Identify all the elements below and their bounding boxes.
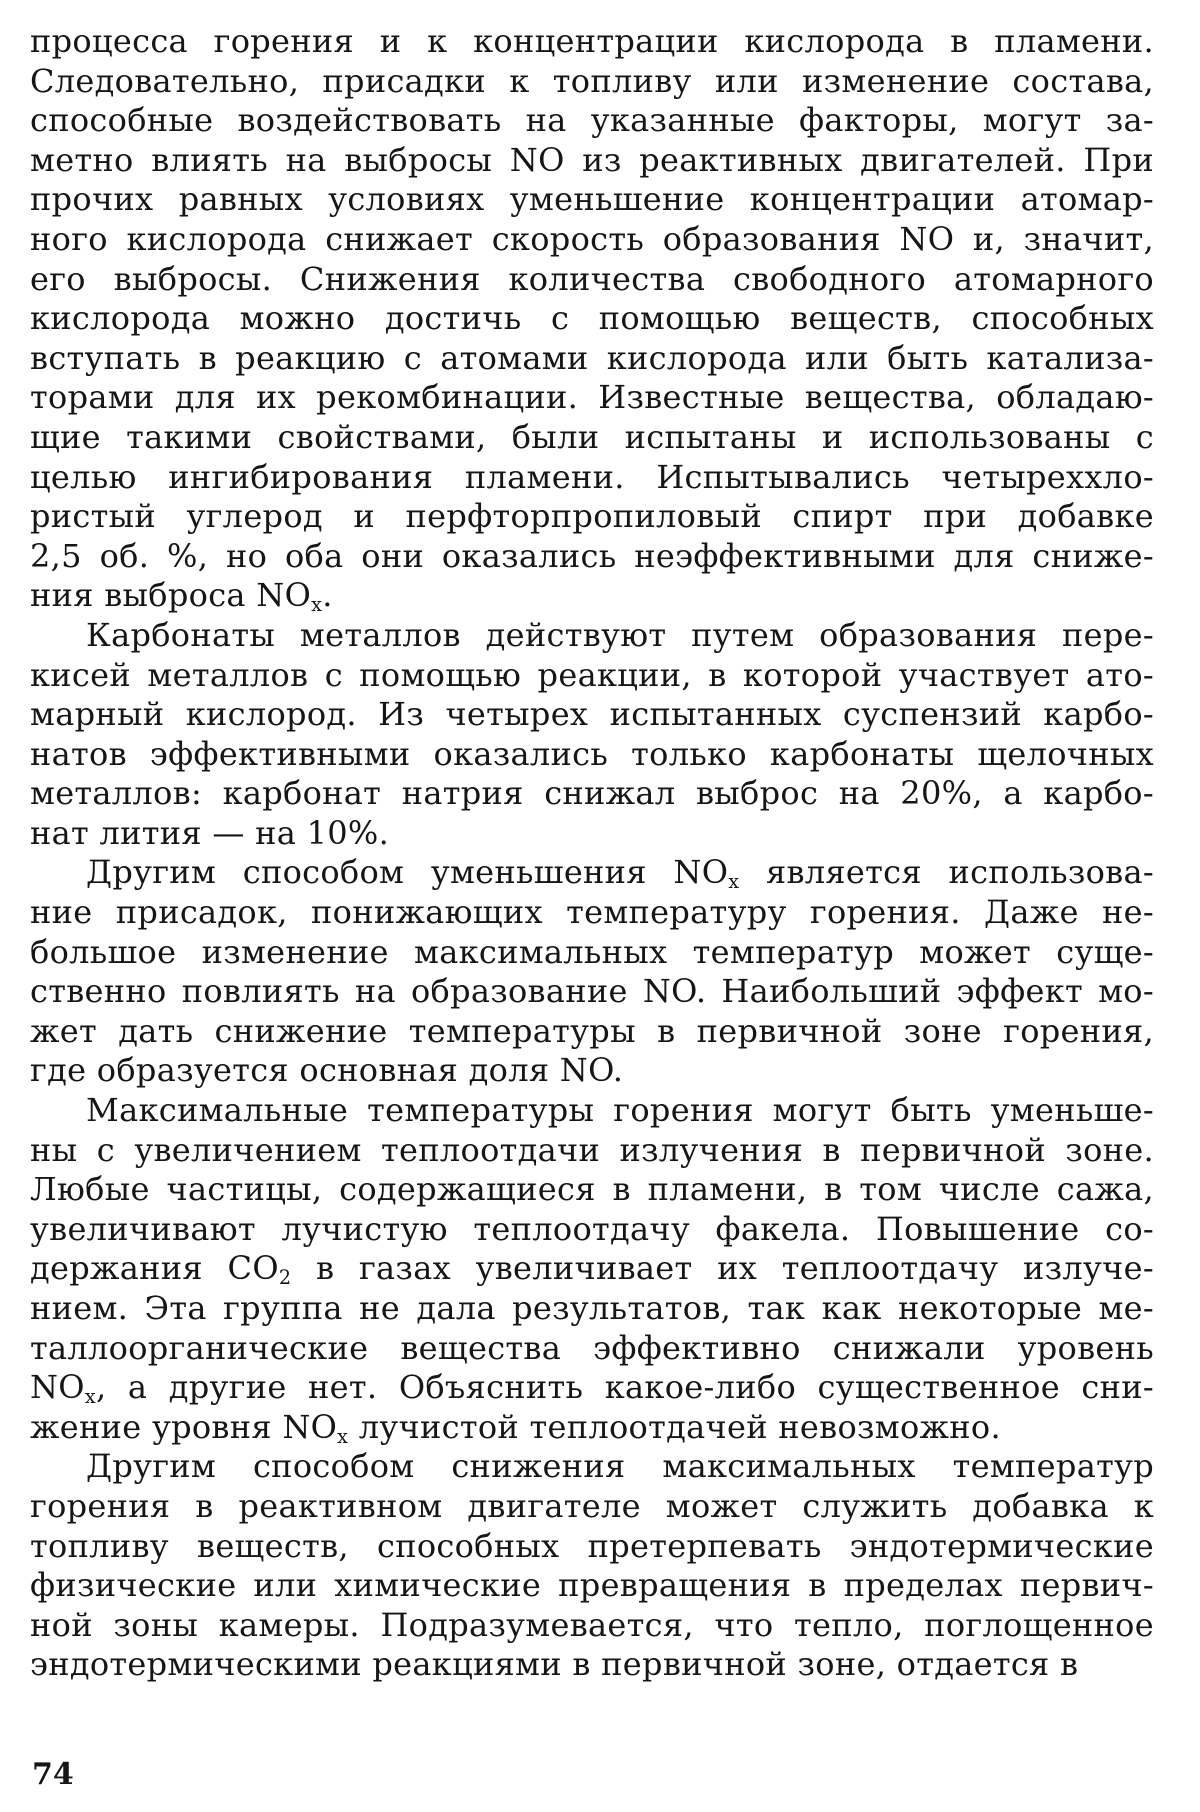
text-line: ния выброса $NO_x$. xyxy=(30,576,333,617)
text-line: Другим способом снижения максимальных температур xyxy=(86,1447,1154,1486)
page-body xyxy=(30,22,1154,1685)
text-line: Другим способом уменьшения $NO_x$ является использова- xyxy=(86,853,1154,894)
text-line: Карбонаты металлов действуют путем образования пере- xyxy=(86,615,1154,654)
text-line: марный кислород. Из четырех испытанных суспензий карбо- xyxy=(30,695,1154,734)
text-line: нат лития — на 10%. xyxy=(30,813,390,852)
text-line: Следовательно, присадки к топливу или изменение состава, xyxy=(30,61,1154,100)
text-line: процесса горения и к концентрации кислорода в пламени. xyxy=(30,22,1154,60)
text-line: прочих равных условиях уменьшение концентрации атомар- xyxy=(30,180,1154,219)
text-line: нием. Эта группа не дала результатов, так как некоторые ме- xyxy=(30,1289,1154,1327)
text-line: горения в реактивном двигателе может служить добавка к xyxy=(30,1486,1154,1525)
text-line: где образуется основная доля NO. xyxy=(30,1051,624,1090)
text-line: жение уровня $NO_x$ лучистой теплоотдачей невозможно. xyxy=(30,1407,1001,1448)
text-line: метно влиять на выбросы NO из реактивных двигателей. При xyxy=(30,140,1154,179)
text-line: жет дать снижение температуры в первичной зоне горения, xyxy=(30,1011,1154,1050)
paragraph xyxy=(30,22,1154,616)
text-line: кислорода можно достичь с помощью веществ, способных xyxy=(30,299,1154,338)
text-line: Любые частицы, содержащиеся в пламени, в том числе сажа, xyxy=(30,1170,1154,1209)
text-line: торами для их рекомбинации. Известные вещества, обладаю- xyxy=(30,378,1154,417)
text-line: ного кислорода снижает скорость образования NO и, значит, xyxy=(30,219,1154,258)
text-line: кисей металлов с помощью реакции, в которой участвует ато- xyxy=(30,655,1154,694)
text-line: вступать в реакцию с атомами кислорода или быть катализа- xyxy=(30,338,1154,377)
text-line: ственно повлиять на образование NO. Наибольший эффект мо- xyxy=(30,972,1154,1011)
text-line: натов эффективными оказались только карбонаты щелочных xyxy=(30,734,1154,773)
text-line: ристый углерод и перфторпропиловый спирт при добавке xyxy=(30,497,1154,536)
text-line: держания $CO_2$ в газах увеличивает их теплоотдачу излуче- xyxy=(30,1249,1154,1290)
paragraph xyxy=(30,1091,1154,1447)
text-line: таллоорганические вещества эффективно снижали уровень xyxy=(30,1328,1154,1367)
text-line: ной зоны камеры. Подразумевается, что тепло, поглощенное xyxy=(30,1605,1154,1644)
text-line: щие такими свойствами, были испытаны и использованы с xyxy=(30,417,1154,456)
text-body xyxy=(30,22,1154,1685)
text-line: способные воздействовать на указанные факторы, могут за- xyxy=(30,101,1154,140)
text-line: эндотермическими реакциями в первичной зоне, отдается в xyxy=(30,1645,1079,1684)
page-number: 74 xyxy=(32,1757,74,1792)
text-line: большое изменение максимальных температур может суще- xyxy=(30,932,1154,971)
text-line: увеличивают лучистую теплоотдачу факела. Повышение со- xyxy=(30,1209,1154,1248)
text-line: ны с увеличением теплоотдачи излучения в первичной зоне. xyxy=(30,1130,1154,1169)
text-line: его выбросы. Снижения количества свободного атомарного xyxy=(30,259,1154,298)
text-line: целью ингибирования пламени. Испытывались четыреххло- xyxy=(30,457,1154,496)
paragraph xyxy=(30,853,1154,1091)
paragraph xyxy=(30,616,1154,854)
text-line: топливу веществ, способных претерпевать эндотермические xyxy=(30,1526,1154,1565)
text-line: металлов: карбонат натрия снижал выброс на 20%, а карбо- xyxy=(30,774,1154,813)
text-line: ние присадок, понижающих температуру горения. Даже не- xyxy=(30,893,1154,932)
text-line: Максимальные температуры горения могут быть уменьше- xyxy=(86,1091,1154,1130)
text-line: $NO_x$, а другие нет. Объяснить какое-либо существенное сни- xyxy=(30,1368,1154,1408)
text-line: физические или химические превращения в пределах первич- xyxy=(30,1566,1154,1605)
text-line: 2,5 об. %, но оба они оказались неэффективными для сниже- xyxy=(30,536,1154,575)
paragraph xyxy=(30,1447,1154,1685)
